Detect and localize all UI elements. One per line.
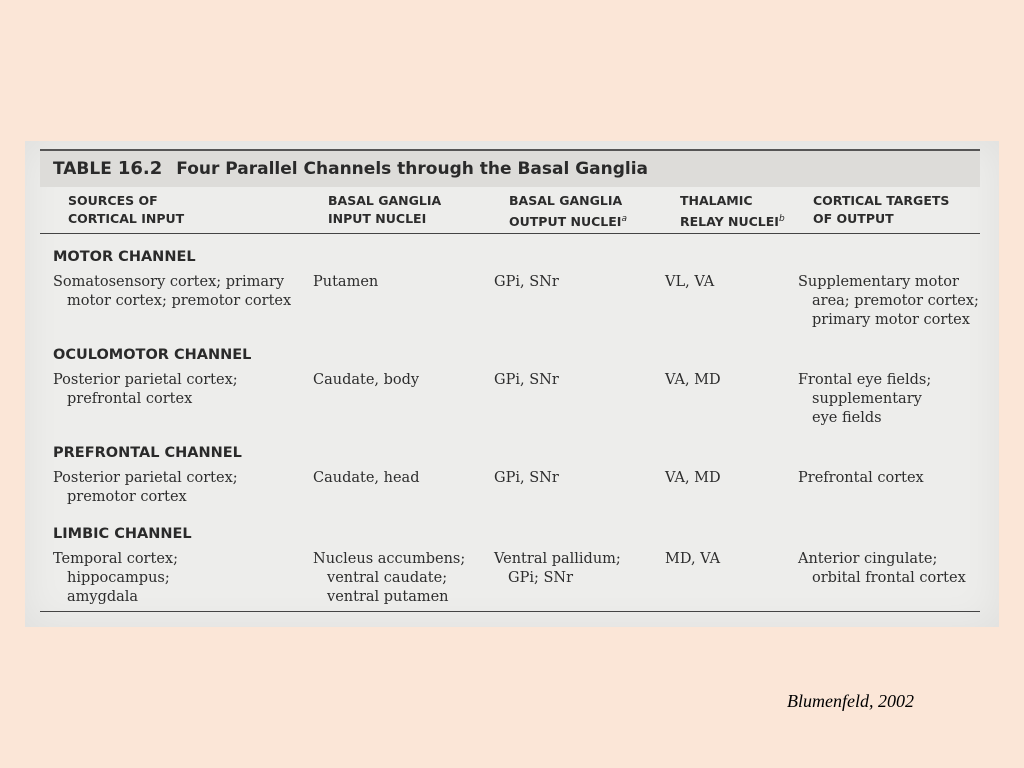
cell-line: ventral putamen: [327, 589, 449, 605]
cell-line: VA, MD: [665, 372, 721, 388]
cell-line: Putamen: [313, 274, 379, 290]
table-cell: [665, 273, 714, 292]
table-cell: [494, 469, 559, 488]
cell-line: Prefrontal cortex: [798, 470, 924, 486]
table-cell: [494, 273, 559, 292]
cell-line: Anterior cingulate;: [798, 551, 938, 567]
column-header: [68, 192, 184, 228]
cell-line: ventral caudate;: [327, 570, 448, 586]
section-heading: MOTOR CHANNEL: [53, 249, 196, 265]
table-cell: [665, 371, 721, 390]
cell-line: VL, VA: [665, 274, 715, 290]
column-header-line: RELAY NUCLEI$^b$: [680, 214, 785, 230]
cell-line: premotor cortex: [67, 489, 187, 505]
table-cell: [798, 550, 966, 588]
cell-line: Ventral pallidum;: [494, 551, 621, 567]
column-header: [680, 192, 785, 231]
cell-line: prefrontal cortex: [67, 391, 193, 407]
column-header: [509, 192, 627, 231]
section-heading: PREFRONTAL CHANNEL: [53, 445, 242, 461]
table-title: [53, 158, 648, 179]
footnote-marker: b: [778, 214, 785, 224]
cell-line: GPi, SNr: [494, 372, 559, 388]
section-heading: OCULOMOTOR CHANNEL: [53, 347, 252, 363]
cell-line: VA, MD: [665, 470, 721, 486]
cell-line: hippocampus;: [67, 570, 170, 586]
table-cell: [53, 371, 238, 409]
column-header-line: THALAMIC: [680, 193, 753, 208]
cell-line: Somatosensory cortex; primary: [53, 274, 285, 290]
column-header-line: CORTICAL TARGETS: [813, 193, 950, 208]
table-cell: [494, 371, 559, 390]
cell-line: Posterior parietal cortex;: [53, 372, 238, 388]
cell-line: GPi; SNr: [508, 570, 574, 586]
cell-line: Temporal cortex;: [53, 551, 178, 567]
table-cell: [313, 371, 419, 390]
cell-line: Nucleus accumbens;: [313, 551, 466, 567]
footnote-marker: a: [621, 214, 627, 224]
table-bottom-rule: [40, 611, 980, 612]
table-cell: [53, 273, 291, 311]
table-cell: [53, 550, 178, 607]
cell-line: Caudate, body: [313, 372, 420, 388]
table-header-row: [40, 185, 980, 234]
table-cell: [313, 550, 465, 607]
section-heading: LIMBIC CHANNEL: [53, 526, 192, 542]
table-cell: [53, 469, 238, 507]
table-cell: [665, 550, 720, 569]
table-cell: [798, 273, 979, 330]
cell-line: Caudate, head: [313, 470, 420, 486]
table-label: TABLE: [53, 159, 112, 179]
table-cell: [665, 469, 721, 488]
column-header-line: BASAL GANGLIA: [509, 193, 623, 208]
cell-line: GPi, SNr: [494, 274, 559, 290]
cell-line: primary motor cortex: [812, 312, 970, 328]
table-scan-image: [25, 141, 999, 627]
cell-line: GPi, SNr: [494, 470, 559, 486]
citation: Blumenfeld, 2002: [787, 691, 914, 711]
column-header: [328, 192, 441, 228]
column-header-line: INPUT NUCLEI: [328, 211, 427, 226]
cell-line: motor cortex; premotor cortex: [67, 293, 292, 309]
table-number: 16.2: [117, 158, 163, 179]
column-header-line: CORTICAL INPUT: [68, 211, 185, 226]
cell-line: amygdala: [67, 589, 139, 605]
column-header-line: SOURCES OF: [68, 193, 158, 208]
table-cell: [494, 550, 621, 588]
column-header-line: OF OUTPUT: [813, 211, 894, 226]
column-header: [813, 192, 949, 228]
table-caption: Four Parallel Channels through the Basal Ganglia: [176, 159, 649, 179]
cell-line: Frontal eye fields;: [798, 372, 932, 388]
table-title-band: [40, 149, 980, 187]
cell-line: Posterior parietal cortex;: [53, 470, 238, 486]
cell-line: eye fields: [812, 410, 882, 426]
cell-line: area; premotor cortex;: [812, 293, 979, 309]
table-cell: [313, 469, 419, 488]
cell-line: Supplementary motor: [798, 274, 959, 290]
cell-line: orbital frontal cortex: [812, 570, 966, 586]
column-header-line: OUTPUT NUCLEI$^a$: [509, 214, 627, 230]
cell-line: supplementary: [812, 391, 922, 407]
table-cell: [798, 469, 924, 488]
table-cell: [313, 273, 378, 292]
column-header-line: BASAL GANGLIA: [328, 193, 442, 208]
table-cell: [798, 371, 931, 428]
cell-line: MD, VA: [665, 551, 721, 567]
